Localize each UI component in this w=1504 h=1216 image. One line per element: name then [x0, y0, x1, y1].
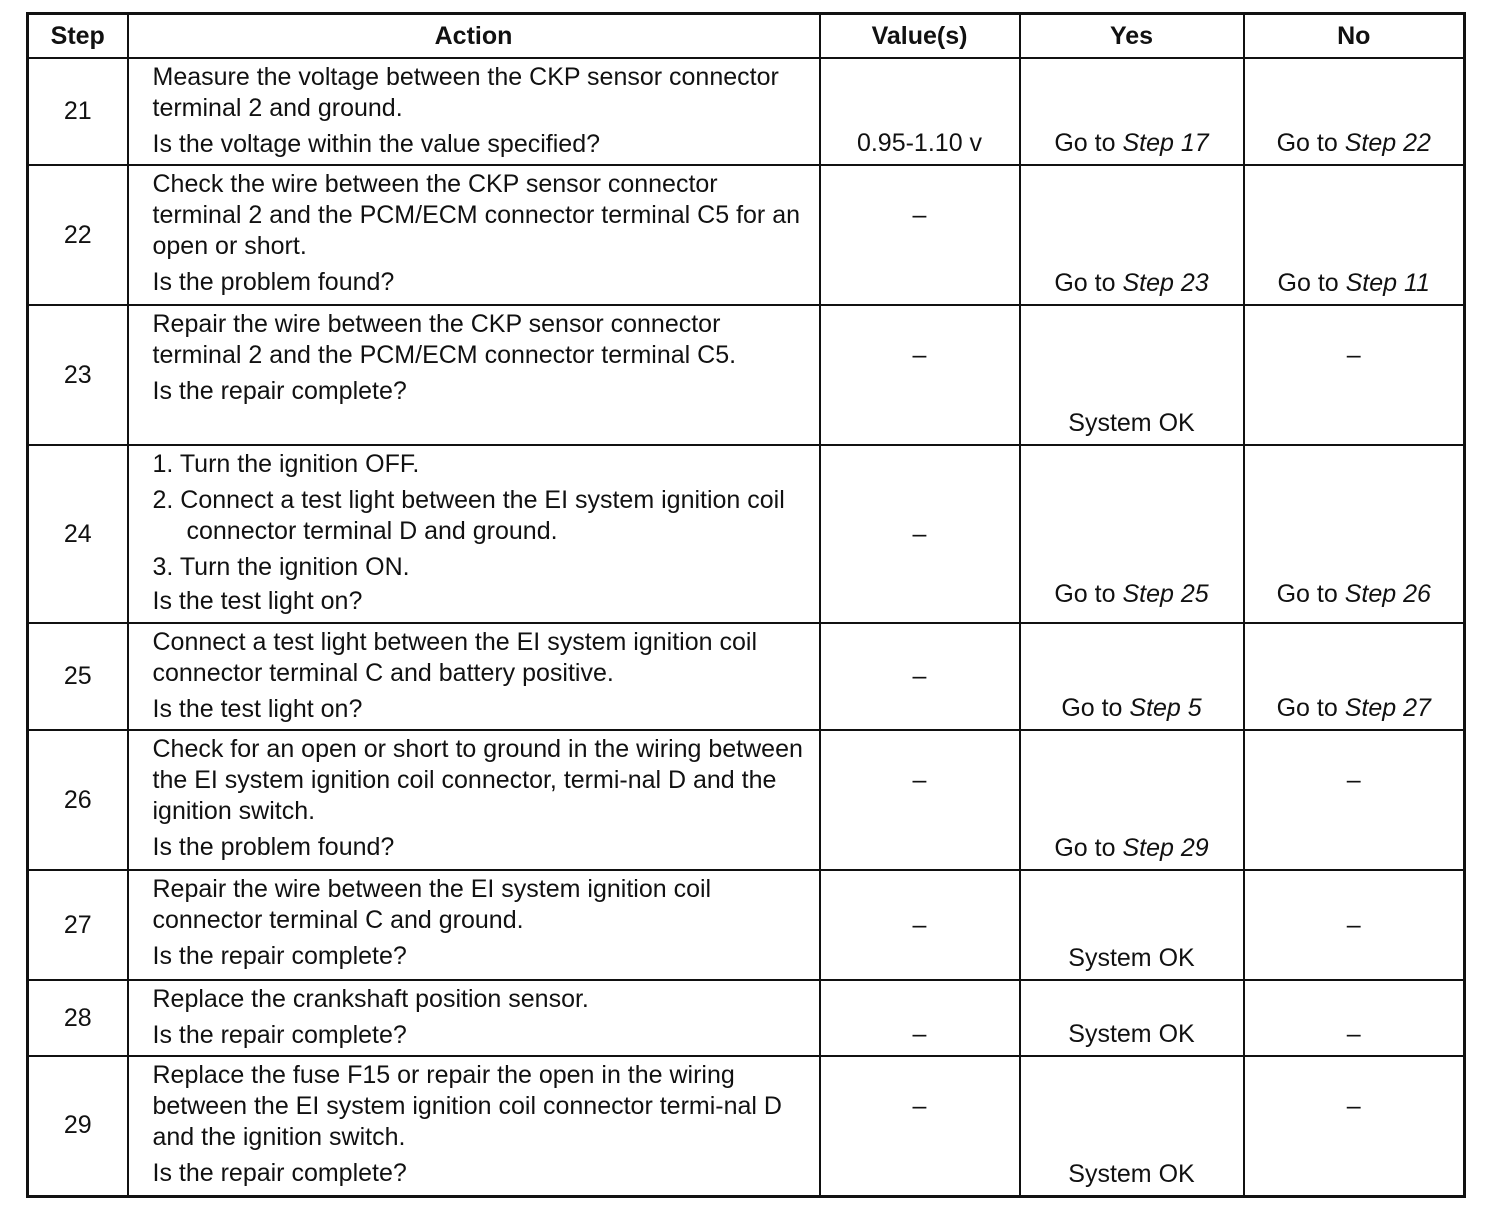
table-row	[28, 980, 1465, 1056]
no-prefix: Go to	[1277, 269, 1346, 297]
action-question: Is the repair complete?	[152, 1159, 407, 1187]
value-cell	[820, 980, 1020, 1056]
yes-step-ref: Step 29	[1122, 834, 1209, 862]
yes-cell	[1020, 165, 1244, 305]
no-dash: –	[1346, 766, 1361, 794]
value-dash: –	[912, 662, 927, 690]
action-cell	[128, 165, 820, 305]
action-question: Is the problem found?	[152, 268, 395, 296]
action-text: Repair the wire between the EI system ignition coil connector terminal C and ground.	[152, 875, 712, 934]
action-cell	[128, 623, 820, 730]
yes-cell	[1020, 623, 1244, 730]
table-row	[28, 623, 1465, 730]
no-step-ref: Step 27	[1344, 694, 1431, 722]
action-question: Is the repair complete?	[152, 942, 407, 970]
value-cell	[820, 730, 1020, 870]
action-text: Check for an open or short to ground in the wiring between the EI system ignition coil connector, termi-nal D and the ignition switch.	[152, 735, 803, 825]
step-number: 28	[28, 980, 128, 1056]
table-row	[28, 730, 1465, 870]
yes-prefix: Go to	[1054, 129, 1123, 157]
no-step-ref: Step 11	[1345, 269, 1430, 297]
value-cell	[820, 1056, 1020, 1196]
header-values: Value(s)	[820, 14, 1020, 59]
action-text: Connect a test light between the EI system ignition coil connector terminal C and battery positive.	[152, 628, 757, 687]
table-header	[28, 14, 1465, 59]
no-dash: –	[1346, 1092, 1361, 1120]
action-cell	[128, 1056, 820, 1196]
value-dash: –	[912, 519, 927, 548]
header-step: Step	[28, 14, 128, 59]
value-cell	[820, 445, 1020, 623]
action-text: Replace the crankshaft position sensor.	[152, 985, 589, 1013]
step-number: 24	[28, 445, 128, 623]
yes-prefix: Go to	[1054, 834, 1123, 862]
no-cell	[1244, 165, 1465, 305]
no-dash: –	[1346, 1020, 1361, 1048]
action-cell	[128, 870, 820, 980]
table-row	[28, 445, 1465, 623]
no-step-ref: Step 22	[1344, 129, 1431, 157]
no-cell	[1244, 305, 1465, 445]
yes-cell	[1020, 58, 1244, 165]
no-prefix: Go to	[1276, 129, 1345, 157]
value-dash: –	[912, 201, 927, 229]
action-step-item: 2. Connect a test light between the EI system ignition coil connector terminal D and ground.	[152, 486, 785, 545]
action-cell	[128, 305, 820, 445]
action-question: Is the test light on?	[152, 695, 363, 723]
table-body	[28, 58, 1465, 1196]
yes-cell: System OK	[1020, 980, 1244, 1056]
value-dash: –	[912, 1092, 927, 1120]
step-number: 29	[28, 1056, 128, 1196]
action-text: Repair the wire between the CKP sensor connector terminal 2 and the PCM/ECM connector terminal C5.	[152, 310, 737, 369]
action-question: Is the repair complete?	[152, 377, 407, 405]
yes-prefix: Go to	[1054, 580, 1123, 608]
diagnostic-table	[26, 12, 1466, 1198]
yes-step-ref: Step 25	[1122, 580, 1209, 608]
header-no: No	[1244, 14, 1465, 59]
header-row	[28, 14, 1465, 59]
no-cell	[1244, 623, 1465, 730]
value-cell	[820, 165, 1020, 305]
action-text: Measure the voltage between the CKP sensor connector terminal 2 and ground.	[152, 63, 779, 122]
action-cell	[128, 445, 820, 623]
value-dash: –	[912, 341, 927, 369]
no-prefix: Go to	[1276, 694, 1345, 722]
yes-prefix: Go to	[1061, 694, 1130, 722]
action-step-item: 3. Turn the ignition ON.	[152, 553, 410, 581]
yes-prefix: Go to	[1054, 269, 1123, 297]
table-row	[28, 305, 1465, 445]
step-number: 23	[28, 305, 128, 445]
value-cell: 0.95-1.10 v	[820, 58, 1020, 165]
yes-cell: System OK	[1020, 1056, 1244, 1196]
step-number: 26	[28, 730, 128, 870]
action-cell	[128, 730, 820, 870]
action-question: Is the problem found?	[152, 833, 395, 861]
value-dash: –	[912, 1020, 927, 1048]
no-step-ref: Step 26	[1344, 580, 1431, 608]
value-dash: –	[912, 766, 927, 794]
yes-step-ref: Step 5	[1129, 694, 1202, 722]
step-number: 25	[28, 623, 128, 730]
yes-step-ref: Step 17	[1122, 129, 1209, 157]
action-text: Check the wire between the CKP sensor connector terminal 2 and the PCM/ECM connector terminal C5 for an open or short.	[152, 170, 800, 260]
no-cell	[1244, 445, 1465, 623]
no-dash: –	[1346, 910, 1361, 939]
no-cell	[1244, 58, 1465, 165]
step-number: 21	[28, 58, 128, 165]
action-question: Is the voltage within the value specified?	[152, 130, 600, 158]
table-row	[28, 1056, 1465, 1196]
step-number: 27	[28, 870, 128, 980]
no-cell	[1244, 1056, 1465, 1196]
action-question: Is the test light on?	[152, 587, 363, 615]
value-cell	[820, 623, 1020, 730]
action-cell	[128, 980, 820, 1056]
step-number: 22	[28, 165, 128, 305]
table-row	[28, 165, 1465, 305]
no-cell	[1244, 870, 1465, 980]
header-action: Action	[128, 14, 820, 59]
no-dash: –	[1346, 341, 1361, 369]
no-prefix: Go to	[1276, 580, 1345, 608]
table-row	[28, 58, 1465, 165]
no-cell	[1244, 980, 1465, 1056]
action-step-item: 1. Turn the ignition OFF.	[152, 450, 420, 478]
action-question: Is the repair complete?	[152, 1021, 407, 1049]
yes-cell	[1020, 730, 1244, 870]
yes-step-ref: Step 23	[1122, 269, 1209, 297]
action-text: Replace the fuse F15 or repair the open in the wiring between the EI system ignition coil connector termi-nal D and the ignition switch.	[152, 1061, 782, 1151]
value-cell	[820, 870, 1020, 980]
yes-cell	[1020, 445, 1244, 623]
yes-cell: System OK	[1020, 870, 1244, 980]
action-cell	[128, 58, 820, 165]
value-dash: –	[912, 910, 927, 939]
no-cell	[1244, 730, 1465, 870]
value-cell	[820, 305, 1020, 445]
yes-cell: System OK	[1020, 305, 1244, 445]
header-yes: Yes	[1020, 14, 1244, 59]
table-row	[28, 870, 1465, 980]
